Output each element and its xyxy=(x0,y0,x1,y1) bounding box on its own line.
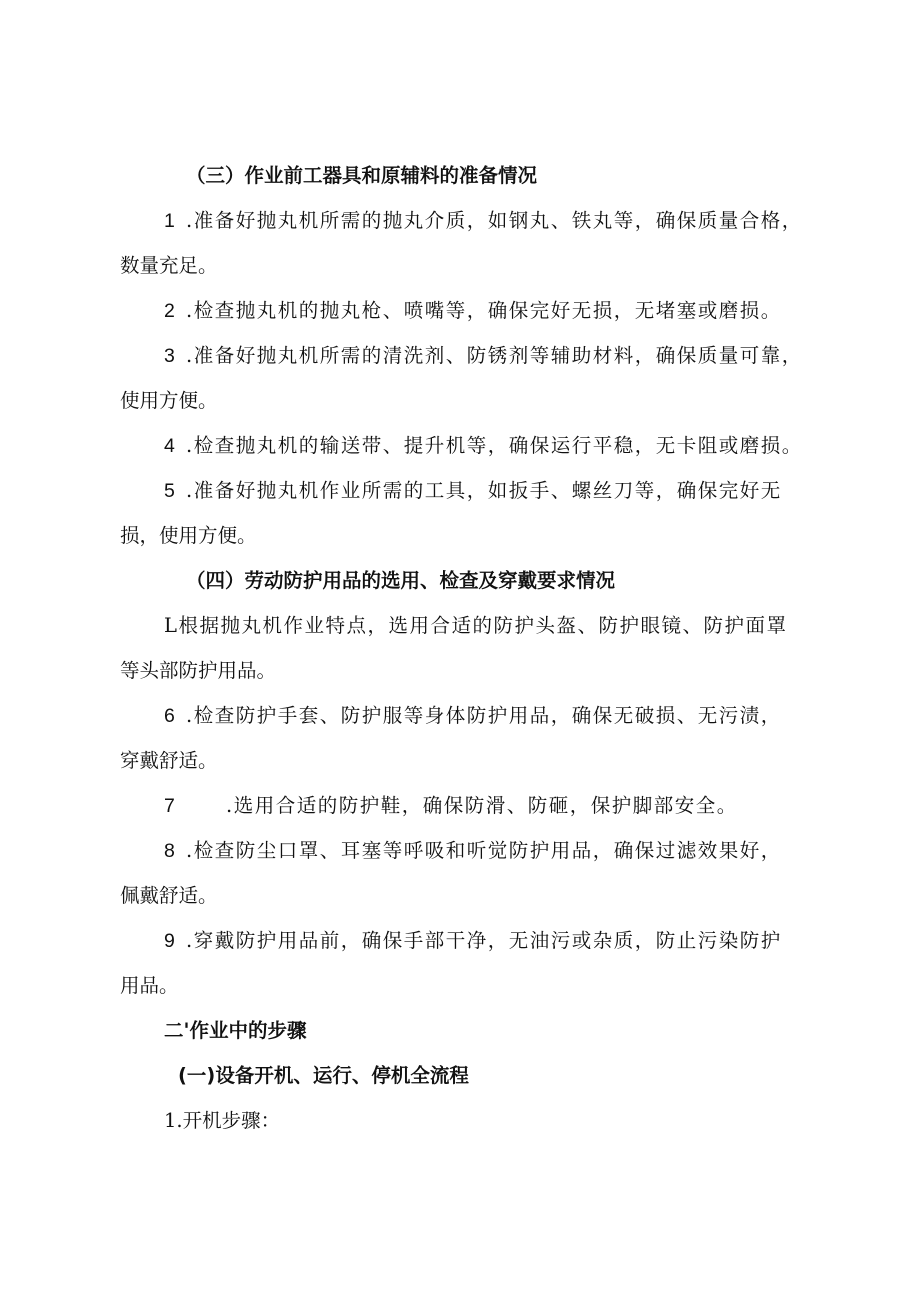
item-text-continued: 穿戴舒适。 xyxy=(120,749,218,772)
item-number: 6 xyxy=(164,705,175,727)
item-number: 2 xyxy=(164,300,175,322)
item-number: 4 xyxy=(164,435,175,457)
section-heading-two: 二'作业中的步骤 xyxy=(164,1019,307,1042)
item-number: 7 xyxy=(164,795,175,817)
item-number: 3 xyxy=(164,345,175,367)
item-text: .检查抛丸机的输送带、提升机等，确保运行平稳，无卡阻或磨损。 xyxy=(186,434,803,457)
item-text: .准备好抛丸机作业所需的工具，如扳手、螺丝刀等，确保完好无 xyxy=(186,479,782,502)
section-heading-four: （四）劳动防护用品的选用、检查及穿戴要求情况 xyxy=(186,569,616,592)
item-text-continued: 用品。 xyxy=(120,974,179,997)
item-text: .检查防尘口罩、耳塞等呼吸和听觉防护用品，确保过滤效果好， xyxy=(186,839,782,862)
item-text: .检查抛丸机的抛丸枪、喷嘴等，确保完好无损，无堵塞或磨损。 xyxy=(186,299,782,322)
item-text: L根据抛丸机作业特点，选用合适的防护头盔、防护眼镜、防护面罩 xyxy=(164,614,788,637)
item-number: 9 xyxy=(164,930,175,952)
step-label: 1.开机步骤： xyxy=(164,1109,281,1132)
item-text: .穿戴防护用品前，确保手部干净，无油污或杂质，防止污染防护 xyxy=(186,929,782,952)
item-text-continued: 等头部防护用品。 xyxy=(120,659,277,682)
item-text: .选用合适的防护鞋，确保防滑、防砸，保护脚部安全。 xyxy=(226,794,738,817)
item-number: 5 xyxy=(164,480,175,502)
section-heading-three: （三）作业前工器具和原辅料的准备情况 xyxy=(186,164,538,187)
item-text-continued: 损，使用方便。 xyxy=(120,524,257,547)
item-number: 8 xyxy=(164,840,175,862)
item-number: 1 xyxy=(164,210,175,232)
item-text: .准备好抛丸机所需的抛丸介质，如钢丸、铁丸等，确保质量合格， xyxy=(186,209,803,232)
item-text-continued: 使用方便。 xyxy=(120,389,218,412)
item-text-continued: 数量充足。 xyxy=(120,254,218,277)
item-text: .准备好抛丸机所需的清洗剂、防锈剂等辅助材料，确保质量可靠， xyxy=(186,344,803,367)
subsection-heading: (一)设备开机、运行、停机全流程 xyxy=(178,1064,469,1087)
item-text-continued: 佩戴舒适。 xyxy=(120,884,218,907)
item-text: .检查防护手套、防护服等身体防护用品，确保无破损、无污渍， xyxy=(186,704,782,727)
